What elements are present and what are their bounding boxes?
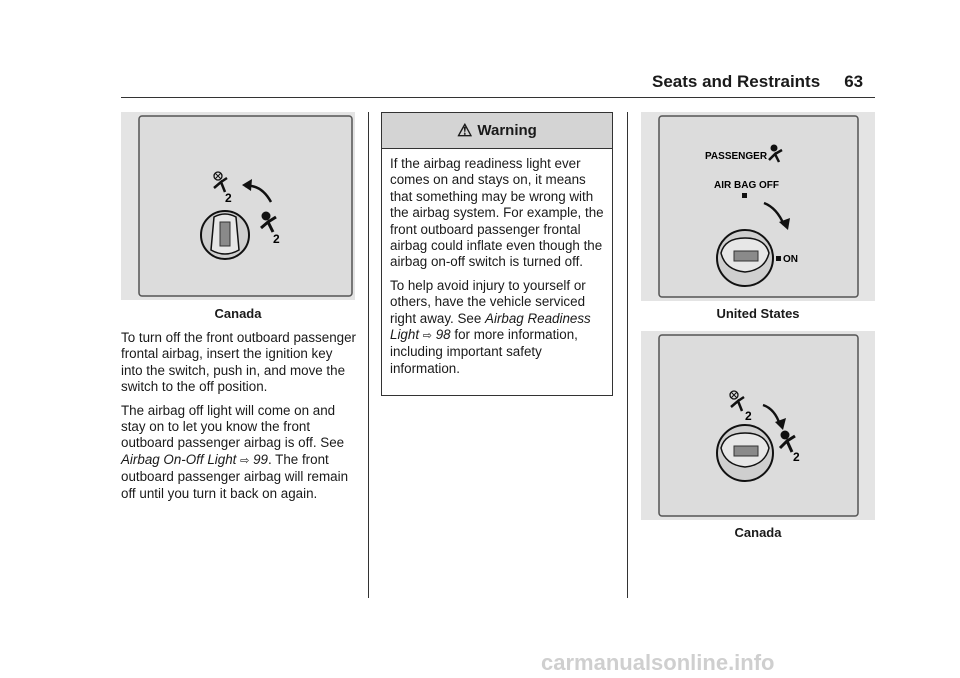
warning-box (381, 112, 613, 396)
column-divider-right (627, 112, 628, 598)
key-switch-icon (201, 211, 249, 259)
section-title: Seats and Restraints (652, 72, 821, 91)
svg-text:2: 2 (745, 409, 752, 423)
svg-text:2: 2 (225, 191, 232, 205)
page-ref-arrow-icon: ⇨ (422, 330, 432, 343)
canada-switch-figure-right (641, 331, 875, 520)
figure-caption-canada-right: Canada (734, 525, 782, 540)
warning-paragraph-2: To help avoid injury to yourself or others, have the vehicle serviced right away. See Airbag Readiness Light ⇨ 98 for more information, including important safety information. (390, 277, 591, 376)
page-ref-99[interactable]: 99 (253, 451, 268, 467)
page-ref-98[interactable]: 98 (435, 327, 451, 343)
canada-switch-figure-left (121, 112, 355, 300)
key-switch-icon (717, 230, 773, 286)
us-switch-figure (641, 112, 875, 301)
watermark: carmanualsonline.info (541, 650, 775, 675)
paragraph-instructions: To turn off the front outboard passenger frontal airbag, insert the ignition key into the switch, push in, and move the switch to the off position. (121, 330, 356, 395)
on-label: ON (783, 254, 798, 265)
warning-icon: ⚠ (457, 120, 473, 140)
warning-paragraph-1: If the airbag readiness light ever comes on and stays on, it means that something may be wrong with the airbag system. For example, the front outboard passenger frontal airbag could inflate even though the airbag on-off switch is turned off. (390, 156, 604, 270)
warning-title: Warning (477, 122, 537, 139)
page-header (652, 72, 863, 92)
svg-text:2: 2 (273, 232, 280, 246)
left-body-text (121, 330, 356, 509)
page-number: 63 (844, 72, 864, 91)
figure-caption-united-states: United States (716, 306, 800, 321)
paragraph-off-light: The airbag off light will come on and stay on to let you know the front outboard passenger airbag is off. See Airbag On-Off Light ⇨ 99. The front outboard passenger airbag will remain off until you turn it back on again. (121, 402, 349, 501)
page-ref-arrow-icon: ⇨ (240, 454, 250, 467)
air-bag-off-label: AIR BAG OFF (714, 180, 779, 191)
column-divider-left (368, 112, 369, 598)
warning-header (382, 113, 612, 149)
svg-text:2: 2 (793, 450, 800, 464)
key-switch-icon (717, 425, 773, 481)
link-airbag-on-off-light[interactable]: Airbag On-Off Light (121, 451, 237, 467)
link-airbag-readiness-light[interactable]: Airbag Readiness Light (390, 310, 591, 343)
passenger-label: PASSENGER (705, 151, 768, 162)
header-rule (121, 97, 875, 98)
figure-caption-canada-left: Canada (214, 306, 262, 321)
